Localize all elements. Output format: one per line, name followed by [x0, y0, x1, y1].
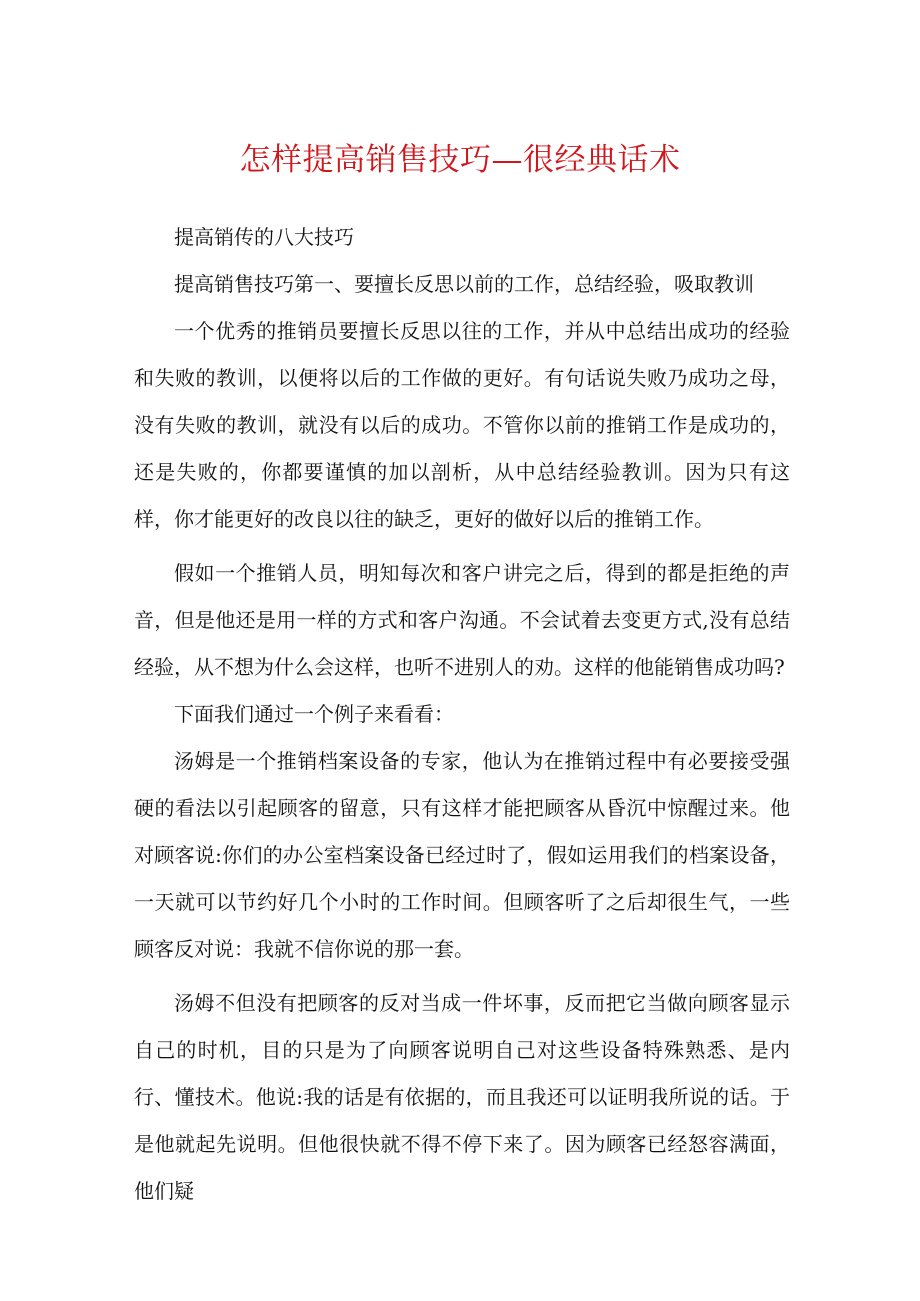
- paragraph: 汤姆不但没有把顾客的反对当成一件坏事，反而把它当做向顾客显示自己的时机，目的只是为了向顾客说明自己对这些设备特殊熟悉、是内行、懂技术。他说:我的话是有依据的，而且我还可以证明我所说的话。于是他就起先说明。但他很快就不得不停下来了。因为顾客已经怒容满面，他们疑: [134, 991, 790, 1203]
- document-title: 怎样提高销售技巧—很经典话术: [239, 142, 681, 178]
- paragraph: 提高销售技巧第一、要擅长反思以前的工作，总结经验，吸取教训: [174, 272, 754, 296]
- paragraph: 假如一个推销人员，明知每次和客户讲完之后，得到的都是拒绝的声音，但是他还是用一样的方式和客户沟通。不会试着去变更方式,没有总结经验，从不想为什么会这样，也听不进别人的劝。这样的他能销售成功吗?: [134, 561, 790, 679]
- paragraph: 提高销传的八大技巧: [174, 225, 354, 249]
- paragraph: 一个优秀的推销员要擅长反思以往的工作，并从中总结出成功的经验和失败的教训，以便将以后的工作做的更好。有句话说失败乃成功之母，没有失败的教训，就没有以后的成功。不管你以前的推销工作是成功的，还是失败的，你都要谨慎的加以剖析，从中总结经验教训。因为只有这样，你才能更好的改良以往的缺乏，更好的做好以后的推销工作。: [134, 319, 790, 531]
- document-body: [134, 214, 790, 1215]
- paragraph: 下面我们通过一个例子来看看：: [174, 702, 454, 726]
- paragraph: 汤姆是一个推销档案设备的专家，他认为在推销过程中有必要接受强硬的看法以引起顾客的留意，只有这样才能把顾客从昏沉中惊醒过来。他对顾客说:你们的办公室档案设备已经过时了，假如运用我们的档案设备，一天就可以节约好几个小时的工作时间。但顾客听了之后却很生气，一些顾客反对说：我就不信你说的那一套。: [134, 749, 790, 961]
